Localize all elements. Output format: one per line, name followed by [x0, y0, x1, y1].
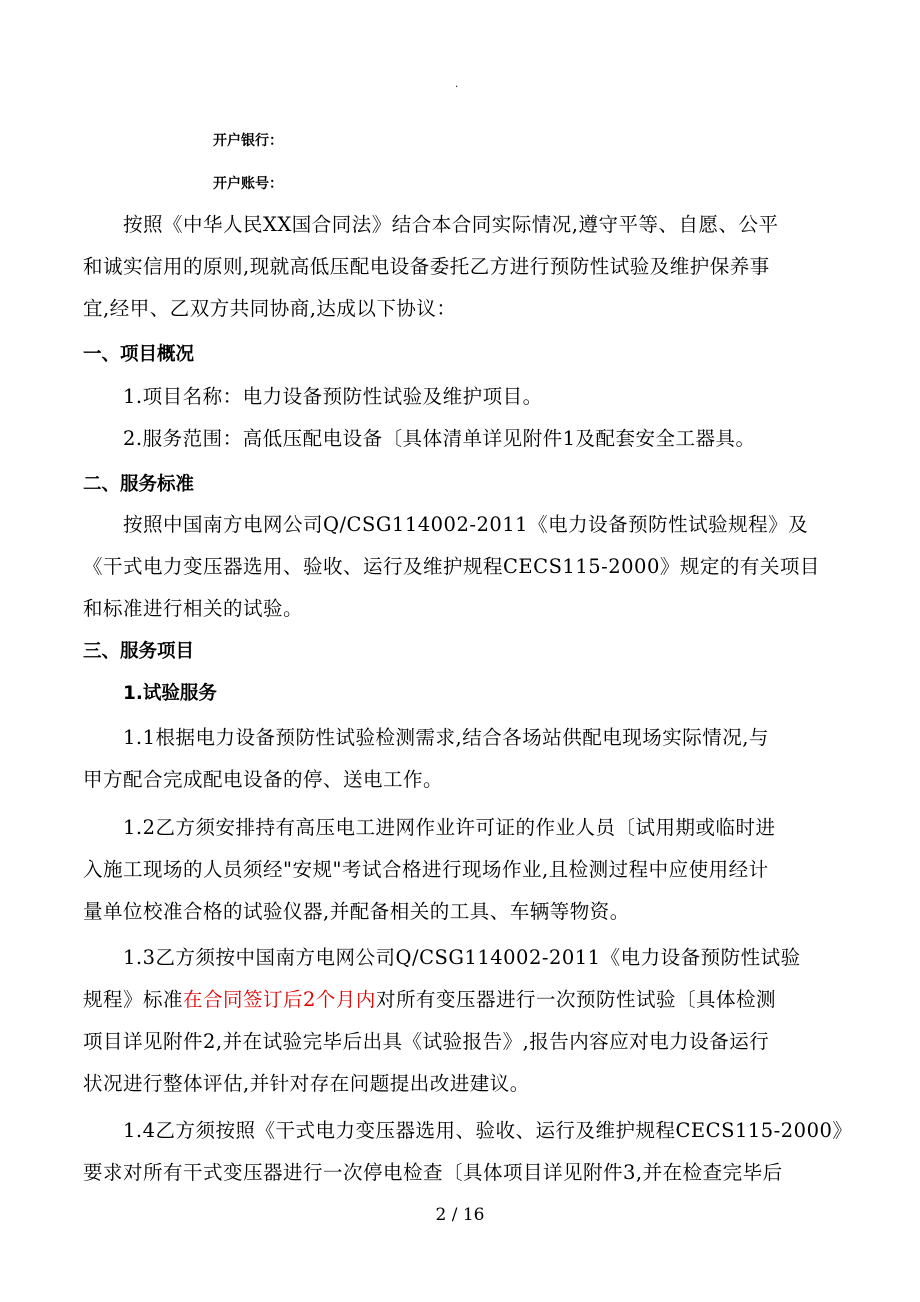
section-heading-1: 一、项目概况	[83, 344, 195, 365]
text-line: 要求对所有干式变压器进行一次停电检查〔具体项目详见附件3,并在检查完毕后	[83, 1161, 783, 1184]
text-line: 按照中国南方电网公司Q/CSG114002-2011《电力设备预防性试验规程》及	[123, 513, 809, 536]
text-line: 1.4乙方须按照《干式电力变压器选用、验收、运行及维护规程CECS115-2000》	[123, 1119, 853, 1142]
highlighted-deadline: 在合同签订后2个月内	[183, 988, 376, 1011]
section2-paragraph	[83, 504, 843, 630]
intro-paragraph	[83, 204, 843, 330]
text-line: 按照《中华人民XX国合同法》结合本合同实际情况,遵守平等、自愿、公平	[123, 213, 779, 236]
text-line: 入施工现场的人员须经"安规"考试合格进行现场作业,且检测过程中应使用经计	[83, 858, 769, 881]
text-line: 1.3乙方须按中国南方电网公司Q/CSG114002-2011《电力设备预防性试验	[123, 946, 801, 969]
text-line: 量单位校准合格的试验仪器,并配备相关的工具、车辆等物资。	[83, 900, 630, 923]
text-line: 《干式电力变压器选用、验收、运行及维护规程CECS115-2000》规定的有关项目	[83, 555, 820, 578]
clause-1-2	[83, 807, 843, 933]
list-item: 1.项目名称：电力设备预防性试验及维护项目。	[123, 385, 543, 408]
account-field-label: 开户账号：	[213, 176, 283, 192]
text-line: 和标准进行相关的试验。	[83, 597, 304, 620]
text-line: 状况进行整体评估,并针对存在问题提出改进建议。	[83, 1072, 530, 1095]
text-line: 宜,经甲、乙双方共同协商,达成以下协议：	[83, 297, 457, 320]
text-segment: 对所有变压器进行一次预防性试验〔具体检测	[375, 988, 776, 1011]
text-line: 和诚实信用的原则,现就高低压配电设备委托乙方进行预防性试验及维护保养事	[83, 255, 770, 278]
section1-items	[83, 376, 843, 460]
text-line	[83, 979, 843, 1021]
page-number: 2 / 16	[435, 1205, 485, 1225]
header-mark: .	[455, 79, 459, 90]
text-line: 甲方配合完成配电设备的停、送电工作。	[83, 768, 444, 791]
text-line: 项目详见附件2,并在试验完毕后出具《试验报告》,报告内容应对电力设备运行	[83, 1030, 770, 1053]
bank-field-label: 开户银行：	[213, 133, 283, 149]
text-segment: 规程》标准	[83, 988, 184, 1011]
clause-1-1	[83, 717, 843, 801]
text-line: 1.2乙方须安排持有高压电工进网作业许可证的作业人员〔试用期或临时进	[123, 816, 776, 839]
section-heading-2: 二、服务标准	[83, 474, 195, 495]
subheading-test-service: 1.试验服务	[123, 683, 217, 704]
list-item: 2.服务范围：高低压配电设备〔具体清单详见附件1及配套安全工器具。	[123, 427, 756, 450]
clause-1-3	[83, 937, 843, 1105]
text-line: 1.1根据电力设备预防性试验检测需求,结合各场站供配电现场实际情况,与	[123, 726, 769, 749]
section-heading-3: 三、服务项目	[83, 641, 195, 662]
clause-1-4	[83, 1110, 853, 1194]
